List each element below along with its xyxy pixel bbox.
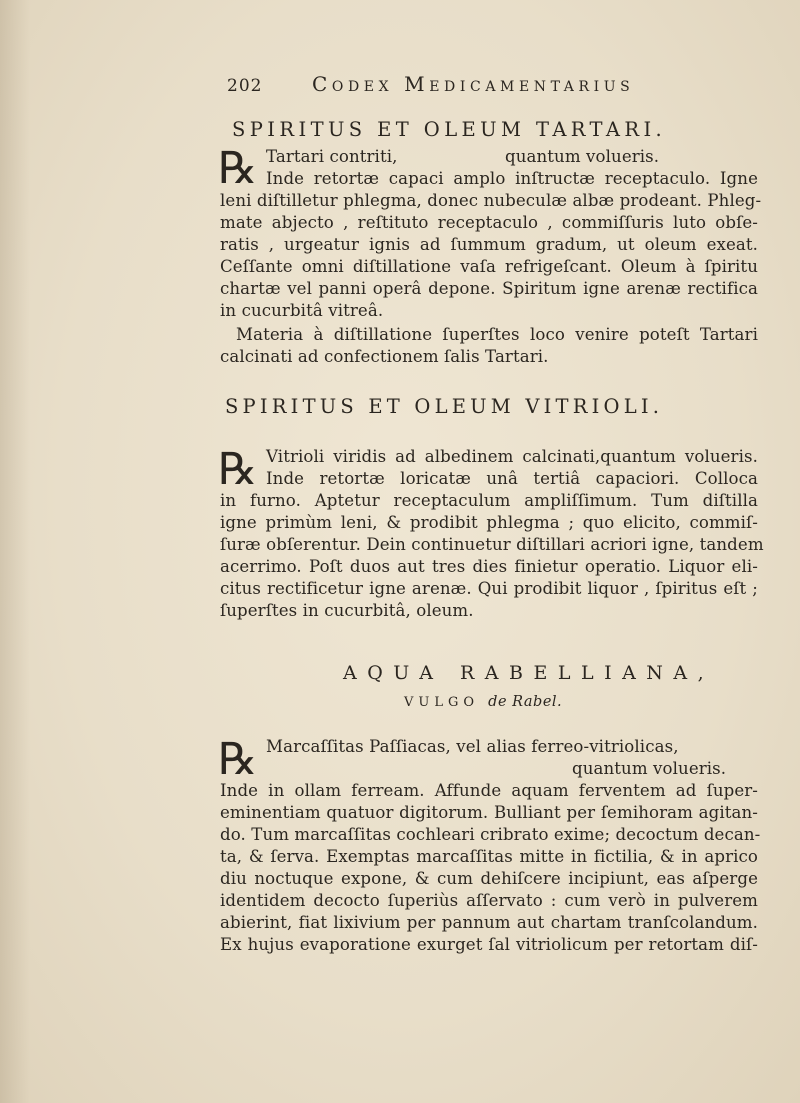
text-line: Tartari contriti, quantum volueris. xyxy=(266,147,660,166)
text-line: leni diſtilletur phlegma, donec nubeculæ albæ prodeant. Phleg- xyxy=(220,191,762,210)
text-line: Vitrioli viridis ad albedinem calcinati,quantum volueris. xyxy=(266,447,758,466)
recipe-symbol-icon xyxy=(218,448,258,490)
page-gutter-shadow xyxy=(0,0,30,1103)
text-line: ſuperſtes in cucurbitâ, oleum. xyxy=(220,601,474,620)
text-line: abierint, fiat lixivium per pannum aut chartam tranſcolandum. xyxy=(220,913,758,932)
subtitle-caps: VULGO xyxy=(404,695,480,710)
text-line: Ceſſante omni diſtillatione vaſa refrigeſcant. Oleum à ſpiritu xyxy=(220,257,758,276)
text-line: Inde in ollam ferream. Affunde aquam ferventem ad ſuper- xyxy=(220,781,758,800)
recipe-glyph: ℞ xyxy=(218,147,258,189)
section-title-tartari: SPIRITUS ET OLEUM TARTARI. xyxy=(232,118,667,141)
text-line: Inde retortæ capaci amplo inſtructæ receptaculo. Igne xyxy=(266,169,758,188)
text-line: Marcaſſitas Paſſiacas, vel alias ferreo-vitriolicas, xyxy=(266,737,679,756)
recipe-glyph: ℞ xyxy=(218,738,258,780)
text-line: citus rectificetur igne arenæ. Qui prodibit liquor , ſpiritus eſt ; xyxy=(220,579,758,598)
text-line: quantum volueris. xyxy=(572,759,727,778)
text-line: eminentiam quatuor digitorum. Bulliant per ſemihoram agitan- xyxy=(220,803,758,822)
text-line: do. Tum marcaſſitas cochleari cribrato exime; decoctum decan- xyxy=(220,825,761,844)
text-line: ratis , urgeatur ignis ad ſummum gradum, ut oleum exeat. xyxy=(220,235,758,254)
recipe-symbol-icon xyxy=(218,147,258,189)
text-line: igne primùm leni, & prodibit phlegma ; quo elicito, commiſ- xyxy=(220,513,758,532)
recipe-glyph: ℞ xyxy=(218,448,258,490)
text-line: calcinati ad confectionem ſalis Tartari. xyxy=(220,347,549,366)
text-line: Ex hujus evaporatione exurget ſal vitriolicum per retortam diſ- xyxy=(220,935,758,954)
text-line: in furno. Aptetur receptaculum ampliſſimum. Tum diſtilla xyxy=(220,491,758,510)
text-line: Inde retortæ loricatæ unâ tertiâ capaciori. Colloca xyxy=(266,469,758,488)
text-line: ſuræ obſerentur. Dein continuetur diſtillari acriori igne, tandem xyxy=(220,535,764,554)
recipe-symbol-icon xyxy=(218,738,258,780)
text-line: in cucurbitâ vitreâ. xyxy=(220,301,384,320)
text-line: acerrimo. Poſt duos aut tres dies finietur operatio. Liquor eli- xyxy=(220,557,758,576)
subtitle-italic: de Rabel. xyxy=(488,694,563,710)
text-line: ta, & ſerva. Exemptas marcaſſitas mitte in fictilia, & in aprico xyxy=(220,847,758,866)
text-line: Materia à diſtillatione ſuperſtes loco venire poteſt Tartari xyxy=(236,325,758,344)
page-number: 202 xyxy=(227,76,263,96)
running-title: Codex Medicamentarius xyxy=(312,72,635,96)
section-title-vitrioli: SPIRITUS ET OLEUM VITRIOLI. xyxy=(225,395,664,418)
text-line: identidem decocto ſuperiùs aſſervato : cum verò in pulverem xyxy=(220,891,758,910)
text-line: diu noctuque expone, & cum dehiſcere incipiunt, eas aſperge xyxy=(220,869,758,888)
text-line: chartæ vel panni operâ depone. Spiritum igne arenæ rectifica xyxy=(220,279,758,298)
section-subtitle xyxy=(404,694,562,710)
section-title-aqua-rabelliana: AQUA RABELLIANA, xyxy=(343,662,715,684)
text-line: mate abjecto , reſtituto receptaculo , commiſſuris luto obſe- xyxy=(220,213,758,232)
